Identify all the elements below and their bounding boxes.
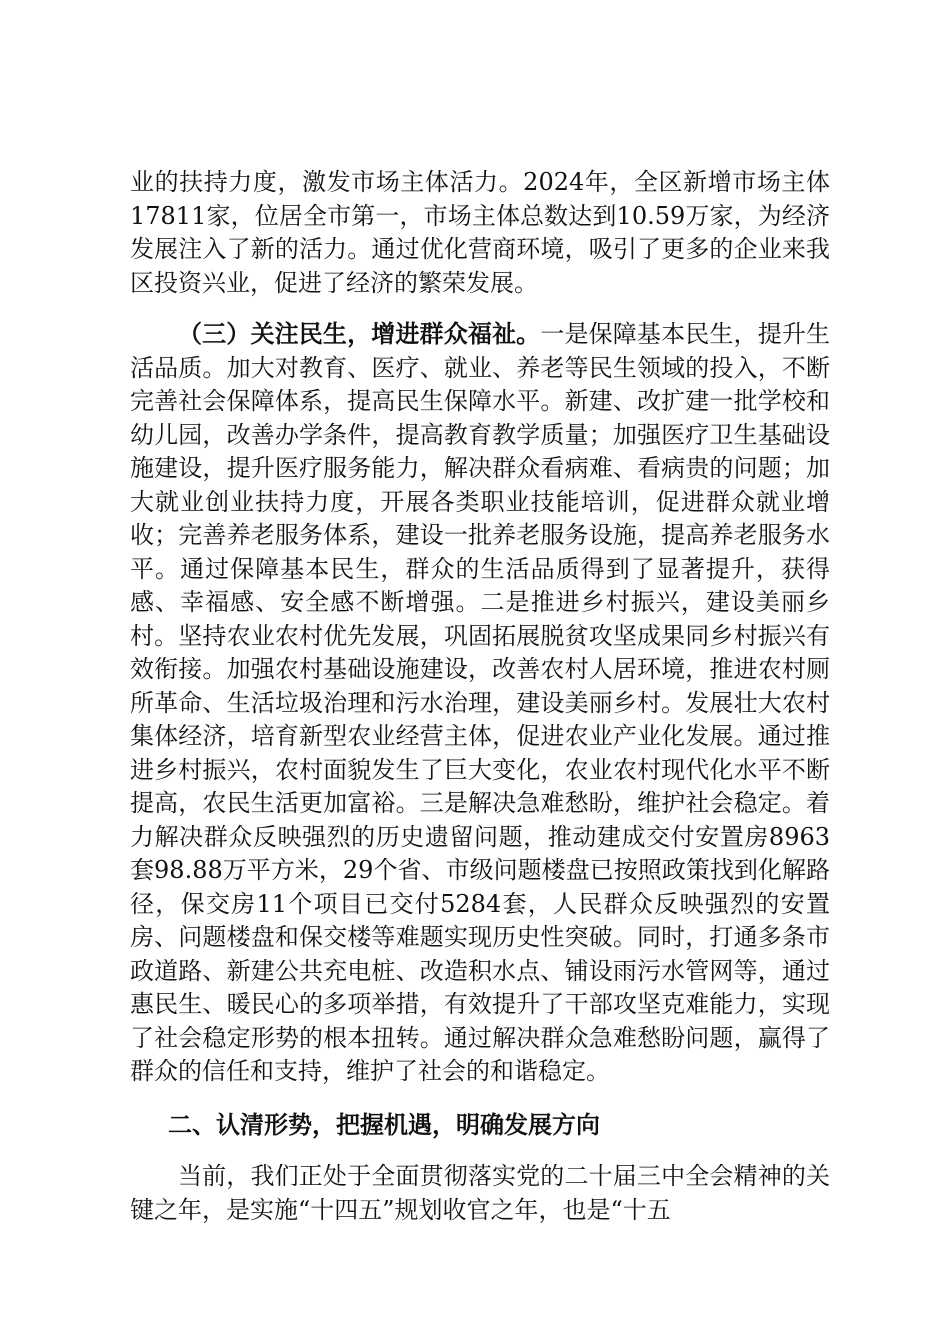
section-heading: 二、认清形势，把握机遇，明确发展方向 (168, 1110, 600, 1139)
paragraph-livelihood-body: 一是保障基本民生，提升生活品质。加大对教育、医疗、就业、养老等民生领域的投入，不断完善社会保障体系，提高民生保障水平。新建、改扩建一批学校和幼儿园，改善办学条件，提高教育教学质量；加强医疗卫生基础设施建设，提升医疗服务能力，解决群众看病难、看病贵的问题；加大就业创业扶持力度，开展各类职业技能培训，促进群众就业增收；完善养老服务体系，建设一批养老服务设施，提高养老服务水平。通过保障基本民生，群众的生活品质得到了显著提升，获得感、幸福感、安全感不断增强。二是推进乡村振兴，建设美丽乡村。坚持农业农村优先发展，巩固拓展脱贫攻坚成果同乡村振兴有效衔接。加强农村基础设施建设，改善农村人居环境，推进农村厕所革命、生活垃圾治理和污水治理，建设美丽乡村。发展壮大农村集体经济，培育新型农业经营主体，促进农业产业化发展。通过推进乡村振兴，农村面貌发生了巨大变化，农业农村现代化水平不断提高，农民生活更加富裕。三是解决急难愁盼，维护社会稳定。着力解决群众反映强烈的历史遗留问题，推动建成交付安置房8963套98.88万平方米，29个省、市级问题楼盘已按照政策找到化解路径，保交房11个项目已交付5284套，人民群众反映强烈的安置房、问题楼盘和保交楼等难题实现历史性突破。同时，打通多条市政道路、新建公共充电桩、改造积水点、铺设雨污水管网等，通过惠民生、暖民心的多项举措，有效提升了干部攻坚克难能力，实现了社会稳定形势的根本扭转。通过解决群众急难愁盼问题，赢得了群众的信任和支持，维护了社会的和谐稳定。 (130, 320, 831, 1085)
paragraph-market-entities: 业的扶持力度，激发市场主体活力。2024年，全区新增市场主体17811家，位居全市第一，市场主体总数达到10.59万家，为经济发展注入了新的活力。通过优化营商环境，吸引了更多的企业来我区投资兴业，促进了经济的繁荣发展。 (130, 168, 830, 297)
subheading-livelihood: （三）关注民生，增进群众福祉。 (178, 320, 541, 348)
document-page (130, 166, 830, 1227)
paragraph-livelihood (130, 318, 830, 1089)
paragraph-current-situation: 当前，我们正处于全面贯彻落实党的二十届三中全会精神的关键之年，是实施“十四五”规划收官之年，也是“十五 (130, 1162, 830, 1224)
